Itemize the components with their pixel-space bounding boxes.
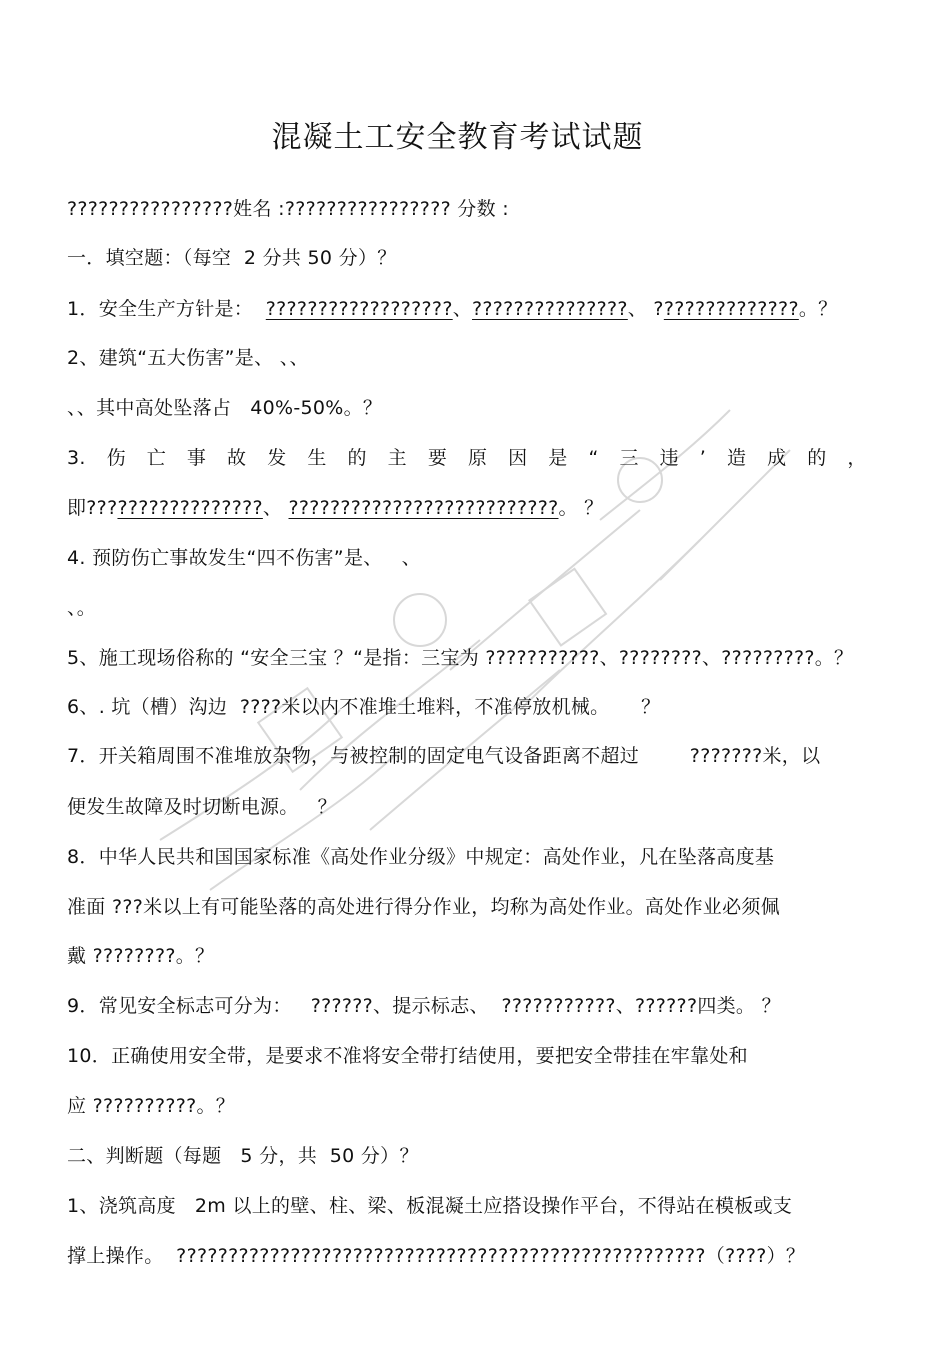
question-4-line-1: 4. 预防伤亡事故发生“四不伤害”是、 、 xyxy=(67,547,421,569)
question-10-line-2: 应 ??????????。？ xyxy=(67,1095,236,1117)
q3-char: ’ xyxy=(699,447,707,469)
question-6: 6、. 坑（槽）沟边 ????米以内不准堆土堆料，不准停放机械。 ？ xyxy=(67,696,661,718)
q3-line2-lead: 即??? xyxy=(67,497,118,519)
question-7-line-1: 7．开关箱周围不准堆放杂物，与被控制的固定电气设备距离不超过 ???????米，以 xyxy=(67,745,821,767)
header-line xyxy=(67,194,509,224)
question-8-line-3: 戴 ????????。？ xyxy=(67,945,215,967)
question-2-line-2: 、、其中高处坠落占 40%-50%。？ xyxy=(67,397,383,419)
q3-char: 发 xyxy=(267,447,287,469)
q3-char: 生 xyxy=(307,447,327,469)
q3-char: 要 xyxy=(427,447,448,469)
header-mid-pad: ???????????????? xyxy=(284,198,451,220)
q3-char: 是 xyxy=(548,447,568,469)
q3-char: 的 xyxy=(807,447,827,469)
q3-char: 成 xyxy=(767,447,787,469)
q3-char: 伤 xyxy=(106,447,126,469)
judge-1-line-2: 撑上操作。 ???????????????????????????????????????????????????（????）？ xyxy=(67,1245,806,1267)
question-3-line-1 xyxy=(67,443,867,473)
q1-sep-1: 、 xyxy=(452,298,473,320)
q1-blank-1: ?????????????????? xyxy=(265,298,453,320)
score-label: 分数 : xyxy=(450,198,509,220)
q3-char: 三 xyxy=(619,447,639,469)
q3-char: 原 xyxy=(467,447,488,469)
question-4-line-2: 、。 xyxy=(67,597,97,619)
section1-heading: 一．填空题：（每空 2 分共 50 分）？ xyxy=(67,247,397,269)
q3-char: ， xyxy=(847,447,867,469)
question-10-line-1: 10．正确使用安全带，是要求不准将安全带打结使用，要把安全带挂在牢靠处和 xyxy=(67,1045,748,1067)
q3-char: 的 xyxy=(347,447,367,469)
q3-char: “ xyxy=(588,447,599,469)
q3-tail: 。 ？ xyxy=(558,497,604,519)
name-label: 姓名 : xyxy=(233,198,285,220)
q3-blank-2: ?????????????????????????? xyxy=(288,497,559,519)
q3-char: 造 xyxy=(726,447,747,469)
q1-lead: 1．安全生产方针是： xyxy=(67,298,266,320)
q1-blank-3: ????????????? xyxy=(663,298,799,320)
q1-blank-2: ??????????????? xyxy=(472,298,628,320)
q3-char: 违 xyxy=(659,447,679,469)
question-5: 5、施工现场俗称的 “安全三宝 ？“是指：三宝为 ???????????、????????、?????????。？ xyxy=(67,647,854,669)
q3-char: 主 xyxy=(387,447,407,469)
section2-heading: 二、判断题（每题 5 分，共 50 分）？ xyxy=(67,1145,419,1167)
q3-char: 事 xyxy=(186,447,207,469)
q3-char: 亡 xyxy=(146,447,167,469)
question-9: 9．常见安全标志可分为： ??????、提示标志、 ???????????、??????四类。 ？ xyxy=(67,995,781,1017)
question-7-line-2: 便发生故障及时切断电源。 ？ xyxy=(67,796,337,818)
q1-sep-2: 、 ? xyxy=(627,298,664,320)
q3-char: 因 xyxy=(508,447,528,469)
question-8-line-1: 8．中华人民共和国国家标准《高处作业分级》中规定：高处作业，凡在坠落高度基 xyxy=(67,846,775,868)
question-1 xyxy=(67,294,837,324)
judge-1-line-1: 1、浇筑高度 2m 以上的壁、柱、梁、板混凝土应搭设操作平台，不得站在模板或支 xyxy=(67,1195,793,1217)
question-2-line-1: 2、建筑“五大伤害”是、 、、 xyxy=(67,347,309,369)
q3-blank-1: ?????????????? xyxy=(117,497,263,519)
q1-tail: 。？ xyxy=(798,298,838,320)
question-8-line-2: 准面 ???米以上有可能坠落的高处进行得分作业，均称为高处作业。高处作业必须佩 xyxy=(67,896,780,918)
header-prefix-pad: ???????????????? xyxy=(67,198,234,220)
q3-char: 3. xyxy=(67,447,86,469)
q3-char: 故 xyxy=(227,447,247,469)
question-3-line-2 xyxy=(67,493,603,523)
q3-sep: 、 xyxy=(262,497,289,519)
page-title: 混凝土工安全教育考试试题 xyxy=(271,120,644,155)
